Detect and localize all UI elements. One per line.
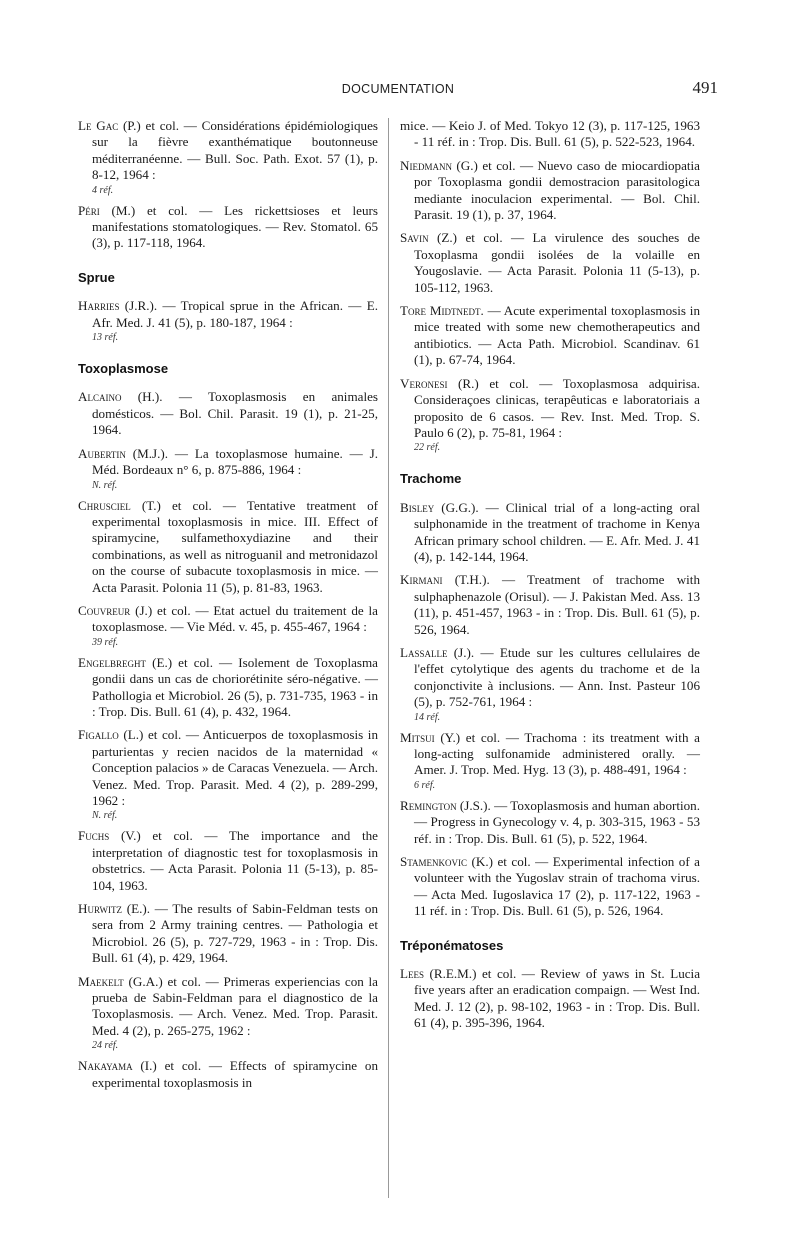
entry-author: Chrusciel (T.) (78, 497, 161, 513)
entry-author: Tore Midtnedt. (400, 303, 484, 319)
entry-author: Fuchs (V.) (78, 828, 141, 844)
section-heading: Sprue (78, 269, 115, 285)
entry-ref-count: 39 réf. (92, 636, 119, 648)
bibliography-entry (400, 500, 700, 566)
bibliography-entry (400, 118, 700, 151)
entry-text: — Acute experimental toxoplasmosis in mice treated with some new chemotherapeutics and antibiotics. — Acta Path. Microbiol. Scandinav. 61 (1), p. 67-74, 1964. (414, 303, 700, 368)
entry-ref-count: 4 réf. (92, 184, 114, 196)
entry-ref-count: N. réf. (92, 479, 118, 491)
entry-author: Veronesi (R.) (400, 375, 479, 391)
bibliography-entry (400, 230, 700, 296)
entry-author: Hurwitz (E.). (78, 901, 150, 917)
bibliography-entry (78, 655, 378, 721)
column-divider (388, 118, 389, 1198)
entry-text: et col. — Nuevo caso de miocardiopatia por Toxoplasma gondii demostracion parasitologica mediante inoculacion experimental. — Bol. Chil. Parasit. 19 (1), p. 37, 1964. (414, 157, 700, 223)
entry-author: Figallo (L.) (78, 727, 144, 743)
entry-ref-count: N. réf. (92, 810, 118, 822)
entry-text: et col. — Les rickettsioses et leurs manifestations stomatologiques. — Rev. Stomatol. 65 (3), p. 117-118, 1964. (92, 202, 378, 251)
entry-text: et col. — Experimental infection of a volunteer with the Yugoslav strain of trachoma virus. — Acta Med. Iugoslavica 17 (2), p. 117-122, 1963 - 11 réf. in : Trop. Dis. Bull. 61 (5), p. 526, 1964. (414, 854, 700, 919)
entry-text: — Etude sur les cultures cellulaires de l'effet cytolytique des agents du trachome et de la conjonctivite à inclusions. — Ann. Inst. Pasteur 106 (5), p. 752-761, 1964 : (414, 644, 700, 710)
entry-author: Kirmani (T.H.). (400, 572, 490, 588)
entry-text: et col. — Trachoma : its treatment with a long-acting sulfonamide administered orally. — Amer. J. Trop. Med. Hyg. 13 (3), p. 488-491, 1964 : (414, 729, 700, 778)
entry-text: — Toxoplasmosis and human abortion. — Progress in Gynecology v. 4, p. 303-315, 1963 - 53 réf. in : Trop. Dis. Bull. 61 (5), p. 522, 1964. (414, 797, 700, 846)
entry-text: et col. — Anticuerpos de toxoplasmosis in parturientas y recien nacidos de la maternidad « Conception palacios » de Caracas Venezuela. — Arch. Venez. Med. Trop. Parasit. Med. 4 (2), p. 289-299, 1962 : (92, 727, 378, 808)
entry-author: Niedmann (G.) (400, 157, 478, 173)
bibliography-entry (78, 389, 378, 438)
entry-author: Alcaino (H.). (78, 389, 163, 405)
entry-author: Stamenkovic (K.) (400, 854, 493, 870)
entry-author: Savin (Z.) (400, 230, 458, 246)
entry-text: et col. — La virulence des souches de Toxoplasma gondii isolées de la volaille en Yougoslavie. — Acta Parasit. Polonia 11 (5-13), p. 105-112, 1963. (414, 230, 700, 295)
entry-ref-count: 22 réf. (414, 442, 441, 454)
bibliography-entry (78, 1058, 378, 1091)
section-heading: Tréponématoses (400, 937, 504, 953)
entry-author: Bisley (G.G.). (400, 499, 479, 515)
entry-author: Le Gac (P.) (78, 118, 141, 133)
bibliography-entry (400, 303, 700, 369)
entry-ref-count: 13 réf. (92, 332, 119, 344)
entry-text: et col. — Review of yaws in St. Lucia five years after an eradication compaign. — West Ind. Med. J. 12 (2), p. 98-102, 1963 - in : Trop. Dis. Bull. 61 (4), p. 395-396, 1964. (414, 966, 701, 1031)
bibliography-entry (78, 203, 378, 252)
entry-text: — La toxoplasmose humaine. — J. Méd. Bordeaux n° 6, p. 875-886, 1964 : (92, 445, 378, 478)
section-heading: Trachome (400, 471, 462, 487)
bibliography-entry (400, 376, 700, 454)
entry-author: Mitsui (Y.) (400, 729, 461, 745)
entry-author: Couvreur (J.) (78, 602, 153, 618)
entry-text: et col. — Isolement de Toxoplasma gondii dans un cas de choriorétinite séro-négative. — Pathollogia et Microbiol. 26 (5), p. 731-735, 1963 - in : Trop. Dis. Bull. 61 (4), p. 432, 1964. (92, 654, 378, 719)
left-column (78, 118, 378, 1098)
entry-text: et col. — Tentative treatment of experimental toxoplasmosis in mice. III. Effect of spiramycine, sulfamethoxydiazine and their combinations, as well as nitroguanil and metronidazol on the course of subacute toxoplasmosis in mice. — Acta Parasit. Polonia 11 (5), p. 81-83, 1963. (92, 497, 379, 595)
entry-text: mice. — Keio J. of Med. Tokyo 12 (3), p. 117-125, 1963 - 11 réf. in : Trop. Dis. Bull. 61 (5), p. 522-523, 1964. (400, 118, 700, 150)
bibliography-entry (400, 730, 700, 791)
entry-text: — Clinical trial of a long-acting oral sulphonamide in the treatment of trachome in Kenya African primary school children. — E. Afr. Med. J. 41 (4), p. 142-144, 1964. (414, 499, 700, 564)
entry-text: et col. — Toxoplasmosa adquirisa. Consideraçoes clinicas, terapêuticas e laboratoriais a proposito de 6 casos. — Rev. Inst. Med. Trop. S. Paulo 6 (2), p. 75-81, 1964 : (414, 375, 700, 440)
bibliography-entry (78, 727, 378, 821)
entry-text: — Toxoplasmosis en animales domésticos. — Bol. Chil. Parasit. 19 (1), p. 21-25, 1964. (92, 389, 378, 438)
entry-text: et col. — The importance and the interpretation of diagnostic test for toxoplasmosis in obstetrics. — Acta Parasit. Polonia 11 (5-13), p. 85-104, 1963. (92, 828, 378, 893)
bibliography-entry (400, 798, 700, 847)
right-column (400, 118, 700, 1039)
entry-author: Maekelt (G.A.) (78, 973, 163, 989)
entry-text: et col. — Effects of spiramycine on experimental toxoplasmosis in (92, 1058, 378, 1090)
entry-author: Harries (J.R.). (78, 298, 158, 314)
entry-text: et col. — Etat actuel du traitement de la toxoplasmose. — Vie Méd. v. 45, p. 455-467, 1964 : (92, 602, 378, 635)
bibliography-entry (78, 974, 378, 1052)
entry-author: Engelbreght (E.) (78, 654, 173, 670)
entry-author: Lassalle (J.). (400, 644, 475, 660)
section-heading: Toxoplasmose (78, 361, 169, 377)
entry-text: — Treatment of trachome with sulphaphenazole (Orisul). — J. Pakistan Med. Ass. 13 (11), p. 451-457, 1963 - in : Trop. Dis. Bull. 61 (5), p. 526, 1964. (414, 572, 700, 637)
entry-ref-count: 14 réf. (414, 711, 441, 723)
entry-ref-count: 24 réf. (92, 1040, 119, 1052)
bibliography-entry (78, 446, 378, 491)
bibliography-entry (78, 901, 378, 967)
running-title: DOCUMENTATION (341, 82, 455, 96)
entry-text: et col. — Primeras experiencias con la prueba de Sabin-Feldman para el diagnostico de la Toxoplasmosis. — Arch. Venez. Med. Trop. Parasit. Med. 4 (2), p. 265-275, 1962 : (92, 973, 378, 1038)
page-number: 491 (692, 78, 718, 97)
entry-author: Nakayama (I.) (78, 1058, 157, 1074)
bibliography-entry (400, 966, 700, 1032)
bibliography-entry (78, 603, 378, 648)
entry-author: Remington (J.S.). (400, 797, 491, 813)
bibliography-entry (78, 498, 378, 596)
bibliography-entry (78, 118, 378, 196)
entry-author: Lees (R.E.M.) (400, 966, 477, 982)
bibliography-entry (400, 158, 700, 224)
bibliography-entry (400, 854, 700, 920)
bibliography-entry (78, 828, 378, 894)
entry-author: Aubertin (M.J.). (78, 445, 169, 461)
entry-author: Péri (M.) (78, 202, 136, 218)
bibliography-entry (78, 298, 378, 343)
entry-text: — The results of Sabin-Feldman tests on sera from 2 Army training centres. — Pathologia et Microbiol. 26 (5), p. 727-729, 1963 - in : Trop. Dis. Bull. 61 (4), p. 429, 1964. (92, 901, 378, 966)
bibliography-entry (400, 645, 700, 723)
bibliography-entry (400, 572, 700, 638)
page-header (78, 78, 718, 104)
entry-text: et col. — Considérations épidémiologiques sur la fièvre exanthématique boutonneuse méditerranéenne. — Bull. Soc. Path. Exot. 57 (1), p. 8-12, 1964 : (92, 118, 378, 183)
entry-ref-count: 6 réf. (414, 779, 436, 791)
entry-text: — Tropical sprue in the African. — E. Afr. Med. J. 41 (5), p. 180-187, 1964 : (92, 298, 378, 330)
